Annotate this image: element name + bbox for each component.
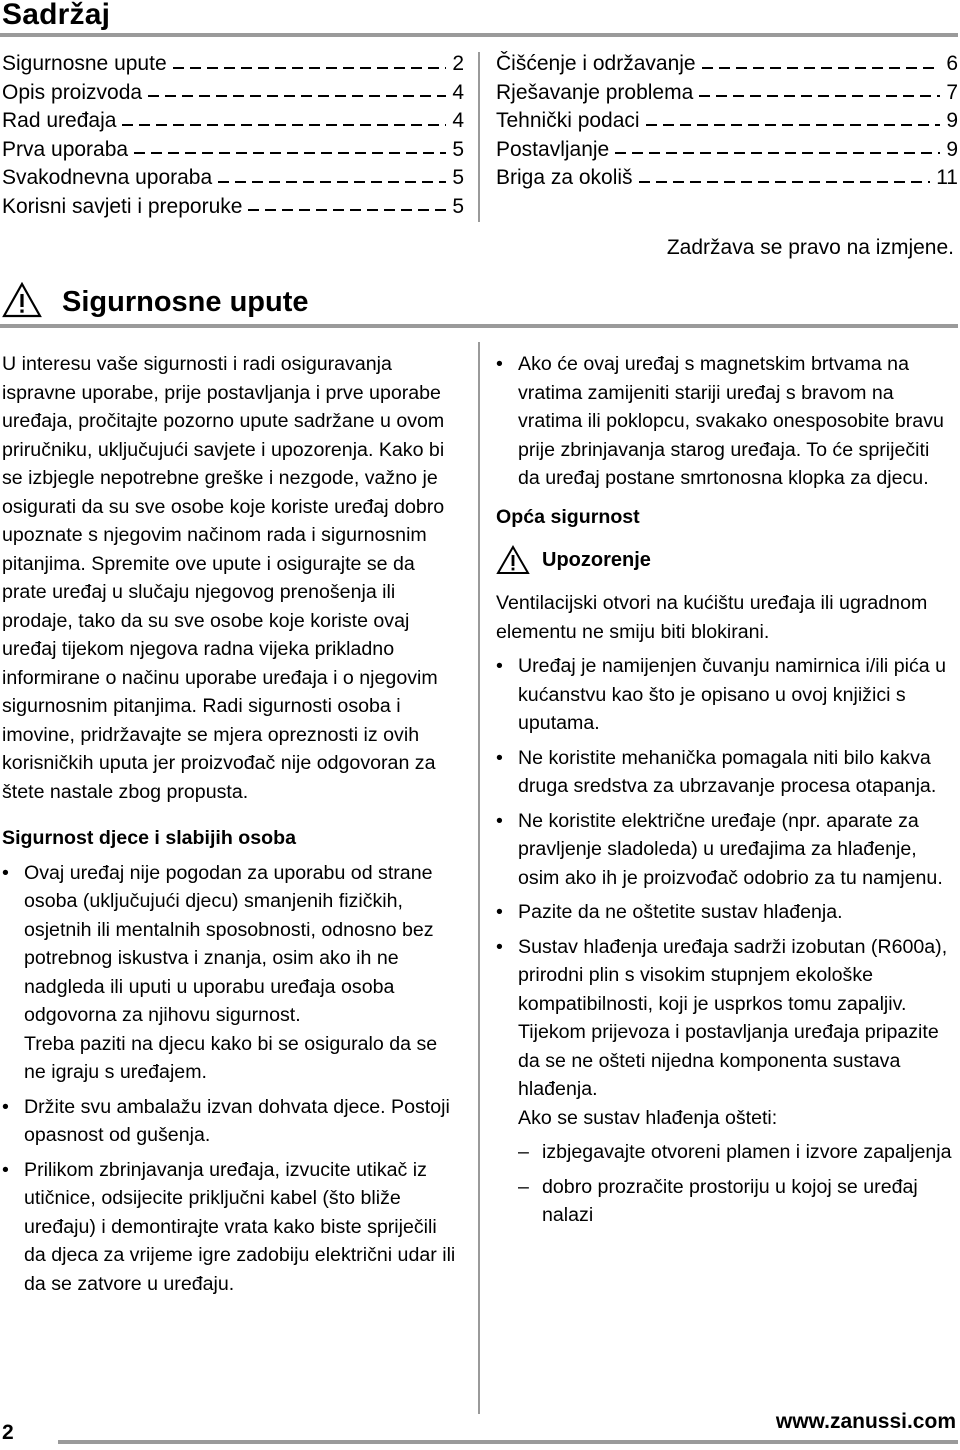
website-link[interactable]: www.zanussi.com — [775, 1410, 956, 1433]
toc-entry-label: Svakodnevna uporaba — [2, 166, 213, 189]
warning-icon — [496, 545, 530, 575]
toc-leader — [218, 181, 446, 183]
toc-entry-page: 4 — [452, 109, 464, 132]
toc-leader — [615, 152, 940, 154]
toc-entry-page: 2 — [452, 52, 464, 75]
toc-leader — [699, 95, 940, 97]
bullet-text: • Ne koristite električne uređaje (npr. aparate za pravljenje sladoleda) u uređajima za hlađenje, osim ako ih je proizvođač odobrio za tu namjenu. — [518, 809, 943, 889]
toc-right-column — [496, 50, 958, 193]
toc-entry-page: 9 — [946, 137, 958, 161]
rights-notice: Zadržava se pravo na izmjene. — [666, 236, 954, 259]
toc-leader — [173, 67, 447, 69]
list-item — [496, 898, 956, 927]
toc-leader — [639, 181, 931, 183]
section-divider — [0, 324, 958, 328]
toc-leader — [148, 95, 446, 97]
bullet-text: • Ne koristite mehanička pomagala niti bilo kakva druga sredstva za ubrzavanje procesa otapanja. — [518, 746, 937, 797]
bullet-note: Treba paziti na djecu kako bi se osiguralo da se ne igraju s uređajem. — [24, 1032, 438, 1083]
toc-entry-label: Rješavanje problema — [496, 80, 694, 104]
list-item — [496, 744, 956, 801]
toc-leader — [134, 152, 446, 154]
toc-entry-page: 4 — [452, 80, 464, 104]
list-item: – izbjegavajte otvoreni plamen i izvore zapaljenja — [518, 1138, 956, 1167]
toc-column-divider — [478, 52, 480, 222]
toc-entry[interactable] — [496, 107, 958, 136]
bullet-text: • Uređaj je namijenjen čuvanju namirnica i/ili pića u kućanstvu kao što je opisano u ovoj knjižici s uputama. — [518, 655, 947, 734]
toc-entry-label: Briga za okoliš — [496, 166, 633, 189]
toc-leader — [702, 67, 941, 69]
bullet-note: Ako se sustav hlađenja ošteti: — [518, 1106, 778, 1129]
page-title: Sadržaj — [2, 0, 111, 31]
bullet-text: • Prilikom zbrinjavanja uređaja, izvucite utikač iz utičnice, odsijecite priključni kabel (što bliže uređaju) i demontirajte vrata kako biste spriječili da djeca za vrijeme igre zadobiju električni udar ili da se zatvore u uređaju. — [24, 1158, 456, 1295]
toc-leader — [646, 124, 941, 126]
toc-entry[interactable] — [496, 164, 958, 193]
warning-callout — [496, 545, 956, 575]
title-divider — [0, 33, 958, 37]
toc-entry[interactable] — [496, 136, 958, 165]
bullet-text: • Pazite da ne oštetite sustav hlađenja. — [518, 901, 843, 923]
toc-entry-label: Prva uporaba — [2, 137, 129, 161]
warning-text: Ventilacijski otvori na kućištu uređaja ili ugradnom elementu ne smiju biti blokirani. — [496, 592, 928, 643]
toc-left-column — [2, 50, 464, 221]
toc-entry[interactable] — [2, 107, 464, 136]
toc-entry-page: 7 — [946, 80, 958, 104]
column-divider — [478, 342, 480, 1414]
list-item — [496, 933, 956, 1230]
toc-entry-label: Korisni savjeti i preporuke — [2, 194, 243, 218]
toc-entry-label: Čišćenje i održavanje — [496, 52, 696, 75]
toc-entry-label: Opis proizvoda — [2, 80, 143, 104]
bullet-note: Tijekom prijevoza i postavljanja uređaja pripazite da se ne ošteti nijedna komponenta sustava hlađenja. — [518, 1021, 939, 1100]
list-item — [2, 1156, 462, 1299]
warning-label: Upozorenje — [542, 548, 651, 571]
toc-entry-page: 6 — [946, 52, 958, 75]
page-number: 2 — [2, 1421, 14, 1444]
bullet-text: • Sustav hlađenja uređaja sadrži izobutan (R600a), prirodni plin s visokim stupnjem ekološke kompatibilnosti, koji je usprkos tomu zapaljiv. — [518, 935, 948, 1015]
toc-entry[interactable] — [496, 79, 958, 108]
toc-entry-page: 5 — [452, 194, 464, 218]
children-safety-list-continued — [496, 350, 956, 493]
toc-entry[interactable] — [2, 50, 464, 79]
list-item — [496, 350, 956, 493]
intro-paragraph: U interesu vaše sigurnosti i radi osiguravanja ispravne uporabe, prije postavljanja i prve uporabe uređaja, pročitajte pozorno upute sadržane u ovom priručniku, uključujući savjete i upozorenja. Kako bi se izbjegle nepotrebne greške i nezgode, važno je osigurati da su sve osobe koje koriste uređaj dobro upoznate s njegovim načinom rada i sigurnosnim pitanjima. Spremite ove upute i osigurajte se da prate uređaj u slučaju njegovog prenošenja ili prodaje, tako da su sve osobe koje koriste ovaj uređaj tijekom njegova radna vijeka prikladno informirane o načinu uporabe uređaja i o njegovim sigurnosnim pitanjima. Radi sigurnosti osoba i imovine, pridržavajte se mjera opreznosti iz ovih korisničkih uputa jer proizvođač nije odgovoran za štete nastale zbog propusta. — [2, 353, 445, 803]
toc-entry[interactable] — [2, 164, 464, 193]
bullet-text: • Ako će ovaj uređaj s magnetskim brtvama na vratima zamijeniti stariji uređaj s bravom na vratima ili poklopcu, svakako onesposobite bravu prije zbrinjavanja starog uređaja. To će spriječiti da uređaj postane smrtonosna klopka za djecu. — [518, 353, 944, 489]
toc-entry-label: Rad uređaja — [2, 109, 117, 132]
toc-entry[interactable] — [496, 50, 958, 79]
footer-divider — [58, 1440, 958, 1444]
section-title: Sigurnosne upute — [62, 286, 309, 318]
children-safety-heading: Sigurnost djece i slabijih osoba — [2, 827, 296, 849]
toc-entry-page: 9 — [946, 109, 958, 132]
right-column — [496, 350, 956, 1230]
damage-steps-list — [518, 1138, 956, 1230]
toc-entry-label: Sigurnosne upute — [2, 52, 167, 75]
toc-entry[interactable] — [2, 136, 464, 165]
toc-leader — [122, 124, 446, 126]
list-item — [2, 1093, 462, 1150]
toc-leader — [248, 209, 446, 211]
left-column — [2, 350, 462, 1298]
toc-entry-label: Postavljanje — [496, 137, 610, 161]
general-safety-heading: Opća sigurnost — [496, 505, 640, 528]
list-item — [496, 807, 956, 893]
bullet-text: • Držite svu ambalažu izvan dohvata djece. Postoji opasnost od gušenja. — [24, 1095, 450, 1146]
toc-entry-label: Tehnički podaci — [496, 109, 640, 132]
toc-entry-page: 11 — [936, 166, 958, 189]
warning-icon — [2, 282, 42, 318]
list-item — [496, 652, 956, 738]
list-item — [2, 859, 462, 1087]
children-safety-list — [2, 859, 462, 1299]
toc-entry-page: 5 — [452, 166, 464, 189]
list-item: – dobro prozračite prostoriju u kojoj se uređaj nalazi — [518, 1173, 956, 1230]
toc-entry[interactable] — [2, 193, 464, 222]
toc-entry-page: 5 — [452, 137, 464, 161]
bullet-text: • Ovaj uređaj nije pogodan za uporabu od strane osoba (uključujući djecu) smanjenih fizičkih, osjetnih ili mentalnih sposobnosti, odnosno bez potrebnog iskustva i znanja, osim ako ih ne nadgleda ili uputi u uporabu uređaja osoba odgovorna za njihovu sigurnost. — [24, 861, 434, 1026]
general-safety-list — [496, 652, 956, 1230]
toc-entry[interactable] — [2, 79, 464, 108]
